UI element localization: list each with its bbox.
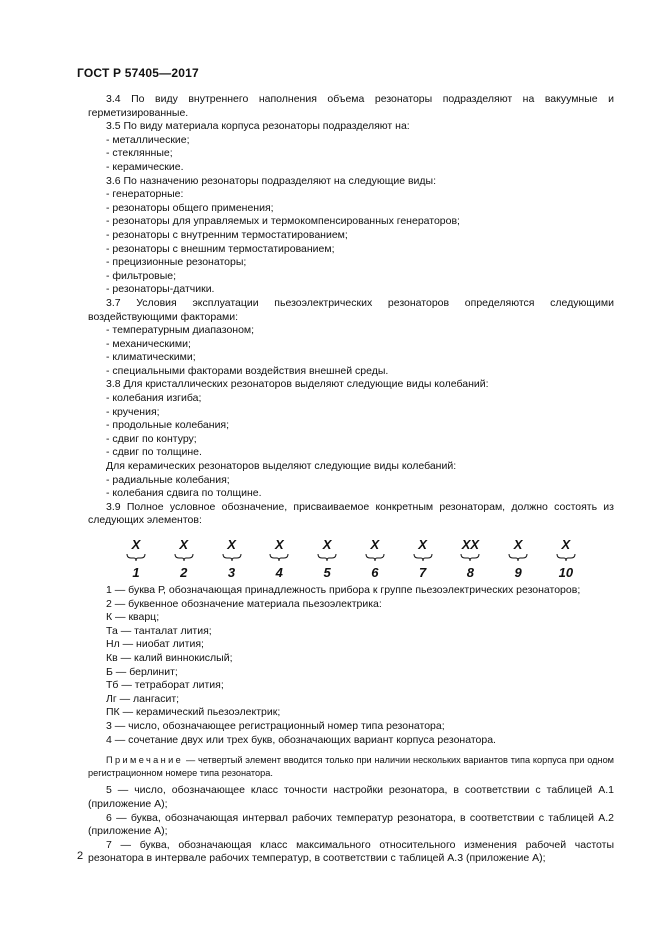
designation-number: 10 [558,565,574,580]
clause-3-6: 3.6 По назначению резонаторы подразделяют на следующие виды: [106,174,437,187]
element-1: 1 — буква Р, обозначающая принадлежность прибора к группе пьезоэлектрических резонаторов; [106,584,581,596]
standard-header: ГОСТ Р 57405—2017 [77,66,199,80]
designation-element [309,537,345,580]
clause-3-9: 3.9 Полное условное обозначение, присваиваемое конкретным резонаторам, должно состоять из следующих элементов: [88,500,614,527]
material-item: Б — берлинит; [106,665,178,678]
designation-number: 5 [323,565,331,580]
underbrace-icon [556,553,576,561]
underbrace-icon [365,553,385,561]
material-item: Та — танталат лития; [106,624,212,637]
element-3: 3 — число, обозначающее регистрационный номер типа резонатора; [106,719,445,732]
designation-number: 9 [514,565,522,580]
list-item: - резонаторы для управляемых и термокомпенсированных генераторов; [106,215,460,228]
list-item: - климатическими; [106,351,196,364]
underbrace-icon [508,553,528,561]
list-item: - специальными факторами воздействия внешней среды. [106,364,389,377]
list-item: - керамические. [106,160,184,173]
list-item: - резонаторы с внешним термостатированием; [106,242,335,255]
list-item: - резонаторы-датчики. [106,283,215,296]
designation-symbol: X [513,537,523,552]
material-item: Тб — тетраборат лития; [106,679,224,692]
designation-number: 6 [371,565,379,580]
list-item: - резонаторы общего применения; [106,201,274,214]
underbrace-icon [460,553,480,561]
list-item: - фильтровые; [106,269,177,282]
designation-symbol: XX [461,537,480,552]
material-item: ПК — керамический пьезоэлектрик; [106,706,281,719]
list-item: - прецизионные резонаторы; [106,256,247,269]
clause-3-7: 3.7 Условия эксплуатации пьезоэлектрических резонаторов определяются следующими воздействующими факторами: [88,296,614,323]
page-number: 2 [77,850,84,862]
list-item: - сдвиг по толщине. [106,446,202,459]
list-item: - резонаторы с внутренним термостатированием; [106,228,348,241]
designation-symbol: X [274,537,284,552]
designation-element [166,537,202,580]
element-5: 5 — число, обозначающее класс точности настройки резонатора, в соответствии с таблицей А.1 (приложение А); [88,784,614,810]
material-item: К — кварц; [106,611,160,624]
list-item: - радиальные колебания; [106,473,230,486]
designation-element [214,537,250,580]
designation-symbol: X [561,537,571,552]
element-6: 6 — буква, обозначающая интервал рабочих температур резонатора, в соответствии с таблицей А.2 (приложение А); [88,811,614,838]
clause-3-8: 3.8 Для кристаллических резонаторов выделяют следующие виды колебаний: [106,378,489,391]
designation-element [405,537,441,580]
element-7: 7 — буква, обозначающая класс максимального относительного изменения рабочей частоты резонатора в интервале рабочих температур, в соответствии с таблицей А.3 (приложение А); [88,838,614,865]
list-item: - сдвиг по контуру; [106,432,197,445]
designation-element [261,537,297,580]
underbrace-icon [222,553,242,561]
note-label: Примечание [106,755,184,766]
designation-number: 3 [227,565,236,580]
designation-element [548,537,584,580]
designation-number: 7 [418,565,427,580]
underbrace-icon [317,553,337,561]
material-item: Лг — лангасит; [106,692,180,705]
underbrace-icon [126,553,146,561]
material-item: Нл — ниобат лития; [106,638,204,651]
underbrace-icon [413,553,433,561]
designation-symbol: X [370,537,380,552]
list-item: - температурным диапазоном; [106,324,255,337]
list-item: - колебания изгиба; [106,392,202,405]
list-item: - продольные колебания; [106,419,230,432]
designation-symbol: X [322,537,332,552]
list-item: - генераторные: [106,188,184,201]
designation-number: 4 [275,565,283,580]
document-body [88,93,614,866]
designation-number: 8 [466,565,474,580]
list-item: - колебания сдвига по толщине. [106,487,262,500]
list-item: - кручения; [106,405,160,418]
list-item: - механическими; [106,337,191,350]
element-2: 2 — буквенное обозначение материала пьезоэлектрика: [106,597,382,610]
designation-number: 2 [180,565,188,580]
element-4: 4 — сочетание двух или трех букв, обозначающих вариант корпуса резонатора. [106,733,496,746]
underbrace-icon [269,553,289,561]
designation-symbol: X [179,537,189,552]
note [88,754,614,779]
list-item: - металлические; [106,133,190,146]
note-text: — четвертый элемент вводится только при наличии нескольких вариантов типа корпуса при одном регистрационном номере типа резонатора. [88,755,614,778]
material-item: Кв — калий виннокислый; [106,651,233,664]
underbrace-icon [174,553,194,561]
list-item: - стеклянные; [106,147,173,160]
clause-3-4: 3.4 По виду внутреннего наполнения объема резонаторы подразделяют на вакуумные и герметизированные. [88,93,614,119]
designation-symbol: X [418,537,427,552]
designation-element [452,537,488,580]
designation-element [357,537,393,580]
ceramic-oscillations-intro: Для керамических резонаторов выделяют следующие виды колебаний: [106,460,457,473]
designation-element [500,537,536,580]
designation-scheme [118,537,584,580]
designation-element [118,537,154,580]
designation-number: 1 [132,565,140,580]
designation-symbol: X [131,537,141,552]
clause-3-5: 3.5 По виду материала корпуса резонаторы подразделяют на: [106,120,410,133]
designation-symbol: X [227,537,236,552]
